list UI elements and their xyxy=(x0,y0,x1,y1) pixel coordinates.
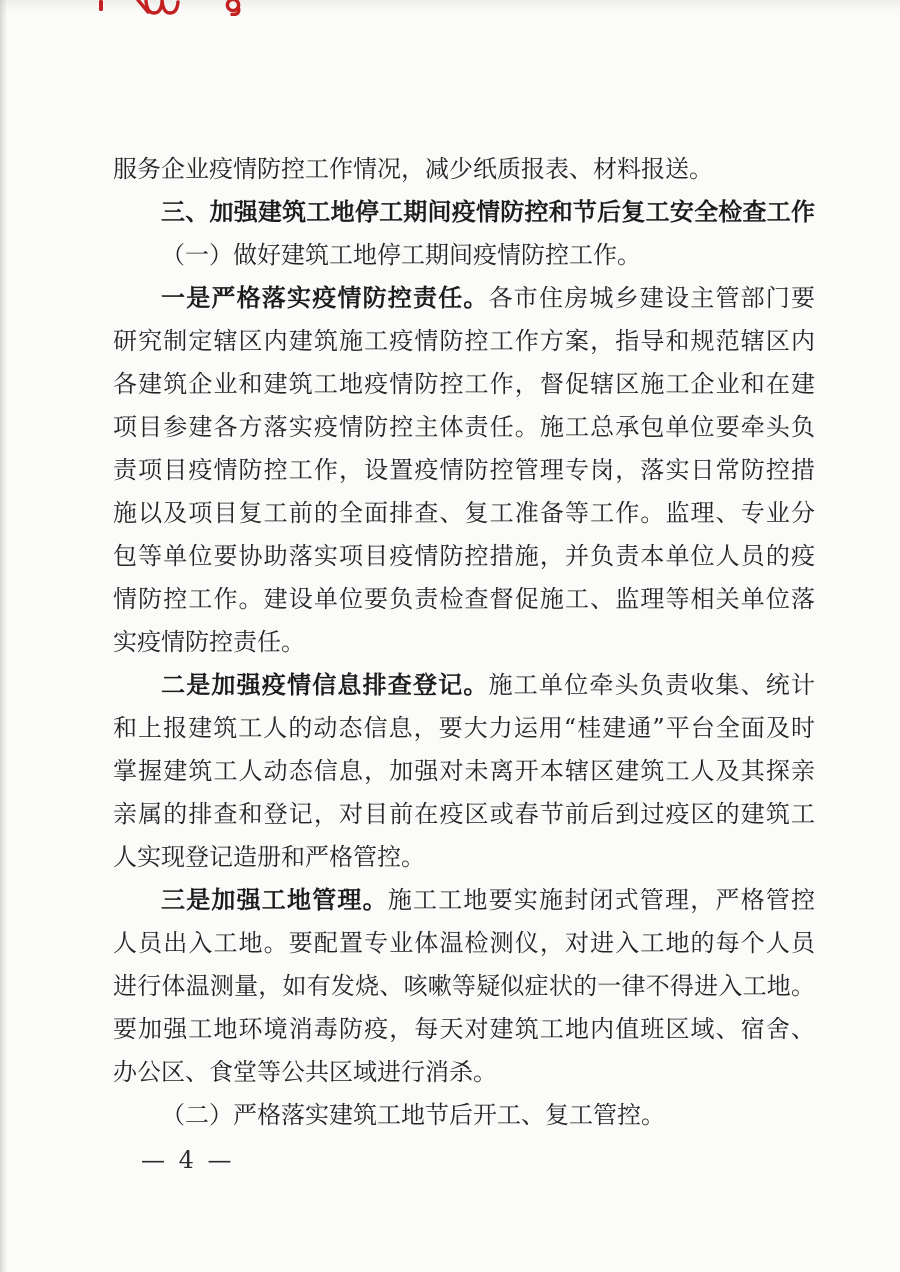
body-text: 人员出入工地。要配置专业体温检测仪，对进入工地的每个人员 xyxy=(113,929,815,957)
text-line xyxy=(113,965,815,1008)
body-text: 情防控工作。建设单位要负责检查督促施工、监理等相关单位落 xyxy=(113,585,815,613)
bold-lead-text: 三、加强建筑工地停工期间疫情防控和节后复工安全检查工作 xyxy=(161,198,815,226)
page-number: — 4 — xyxy=(141,1146,235,1174)
body-text: 施工工地要实施封闭式管理，严格管控 xyxy=(387,886,815,914)
body-text: 责项目疫情防控工作，设置疫情防控管理专岗，落实日常防控措 xyxy=(113,456,815,484)
red-fragment-loops xyxy=(138,0,178,13)
section-heading-line xyxy=(113,191,815,234)
body-text: 施以及项目复工前的全面排查、复工准备等工作。监理、专业分 xyxy=(113,499,815,527)
text-line xyxy=(113,1008,815,1051)
text-line xyxy=(113,320,815,363)
text-line xyxy=(113,449,815,492)
body-text: 要加强工地环境消毒防疫，每天对建筑工地内值班区域、宿舍、 xyxy=(113,1015,815,1043)
text-line xyxy=(113,707,815,750)
text-line xyxy=(113,406,815,449)
text-line xyxy=(113,879,815,922)
text-line xyxy=(113,1051,815,1094)
bold-lead-text: 二是加强疫情信息排查登记。 xyxy=(161,671,489,699)
bold-lead-text: 一是严格落实疫情防控责任。 xyxy=(161,284,489,312)
red-fragment-stroke xyxy=(99,0,103,11)
text-line xyxy=(113,363,815,406)
text-line xyxy=(113,922,815,965)
body-text: 和上报建筑工人的动态信息，要大力运用“桂建通”平台全面及时 xyxy=(113,714,815,742)
text-line xyxy=(113,234,815,277)
text-line xyxy=(113,578,815,621)
body-text: （二）严格落实建筑工地节后开工、复工管控。 xyxy=(161,1101,665,1129)
text-line xyxy=(113,793,815,836)
text-line xyxy=(113,492,815,535)
text-line xyxy=(113,836,815,879)
body-text: 掌握建筑工人动态信息，加强对未离开本辖区建筑工人及其探亲 xyxy=(113,757,815,785)
body-text: 人实现登记造册和严格管控。 xyxy=(113,843,425,871)
body-text: 各建筑企业和建筑工地疫情防控工作，督促辖区施工企业和在建 xyxy=(113,370,815,398)
body-text: 各市住房城乡建设主管部门要 xyxy=(488,284,815,312)
body-text: 包等单位要协助落实项目疫情防控措施，并负责本单位人员的疫 xyxy=(113,542,815,570)
scan-left-edge-shadow xyxy=(0,0,7,1272)
body-text: 服务企业疫情防控工作情况，减少纸质报表、材料报送。 xyxy=(113,155,713,183)
body-text: （一）做好建筑工地停工期间疫情防控工作。 xyxy=(161,241,641,269)
text-line xyxy=(113,664,815,707)
text-line xyxy=(113,750,815,793)
body-text: 施工单位牵头负责收集、统计 xyxy=(488,671,815,699)
text-line xyxy=(113,148,815,191)
body-text: 实疫情防控责任。 xyxy=(113,628,305,656)
body-text: 研究制定辖区内建筑施工疫情防控工作方案，指导和规范辖区内 xyxy=(113,327,815,355)
body-text: 项目参建各方落实疫情防控主体责任。施工总承包单位要牵头负 xyxy=(113,413,815,441)
text-line xyxy=(113,535,815,578)
document-body xyxy=(113,148,815,1137)
text-line xyxy=(113,621,815,664)
body-text: 办公区、食堂等公共区域进行消杀。 xyxy=(113,1058,497,1086)
red-fragment-ring xyxy=(227,0,238,15)
body-text: 进行体温测量，如有发烧、咳嗽等疑似症状的一律不得进入工地。 xyxy=(113,972,815,1000)
red-letterhead-fragment-icon xyxy=(88,0,288,16)
body-text: 亲属的排查和登记，对目前在疫区或春节前后到过疫区的建筑工 xyxy=(113,800,815,828)
text-line xyxy=(113,277,815,320)
text-line xyxy=(113,1094,815,1137)
bold-lead-text: 三是加强工地管理。 xyxy=(161,886,388,914)
